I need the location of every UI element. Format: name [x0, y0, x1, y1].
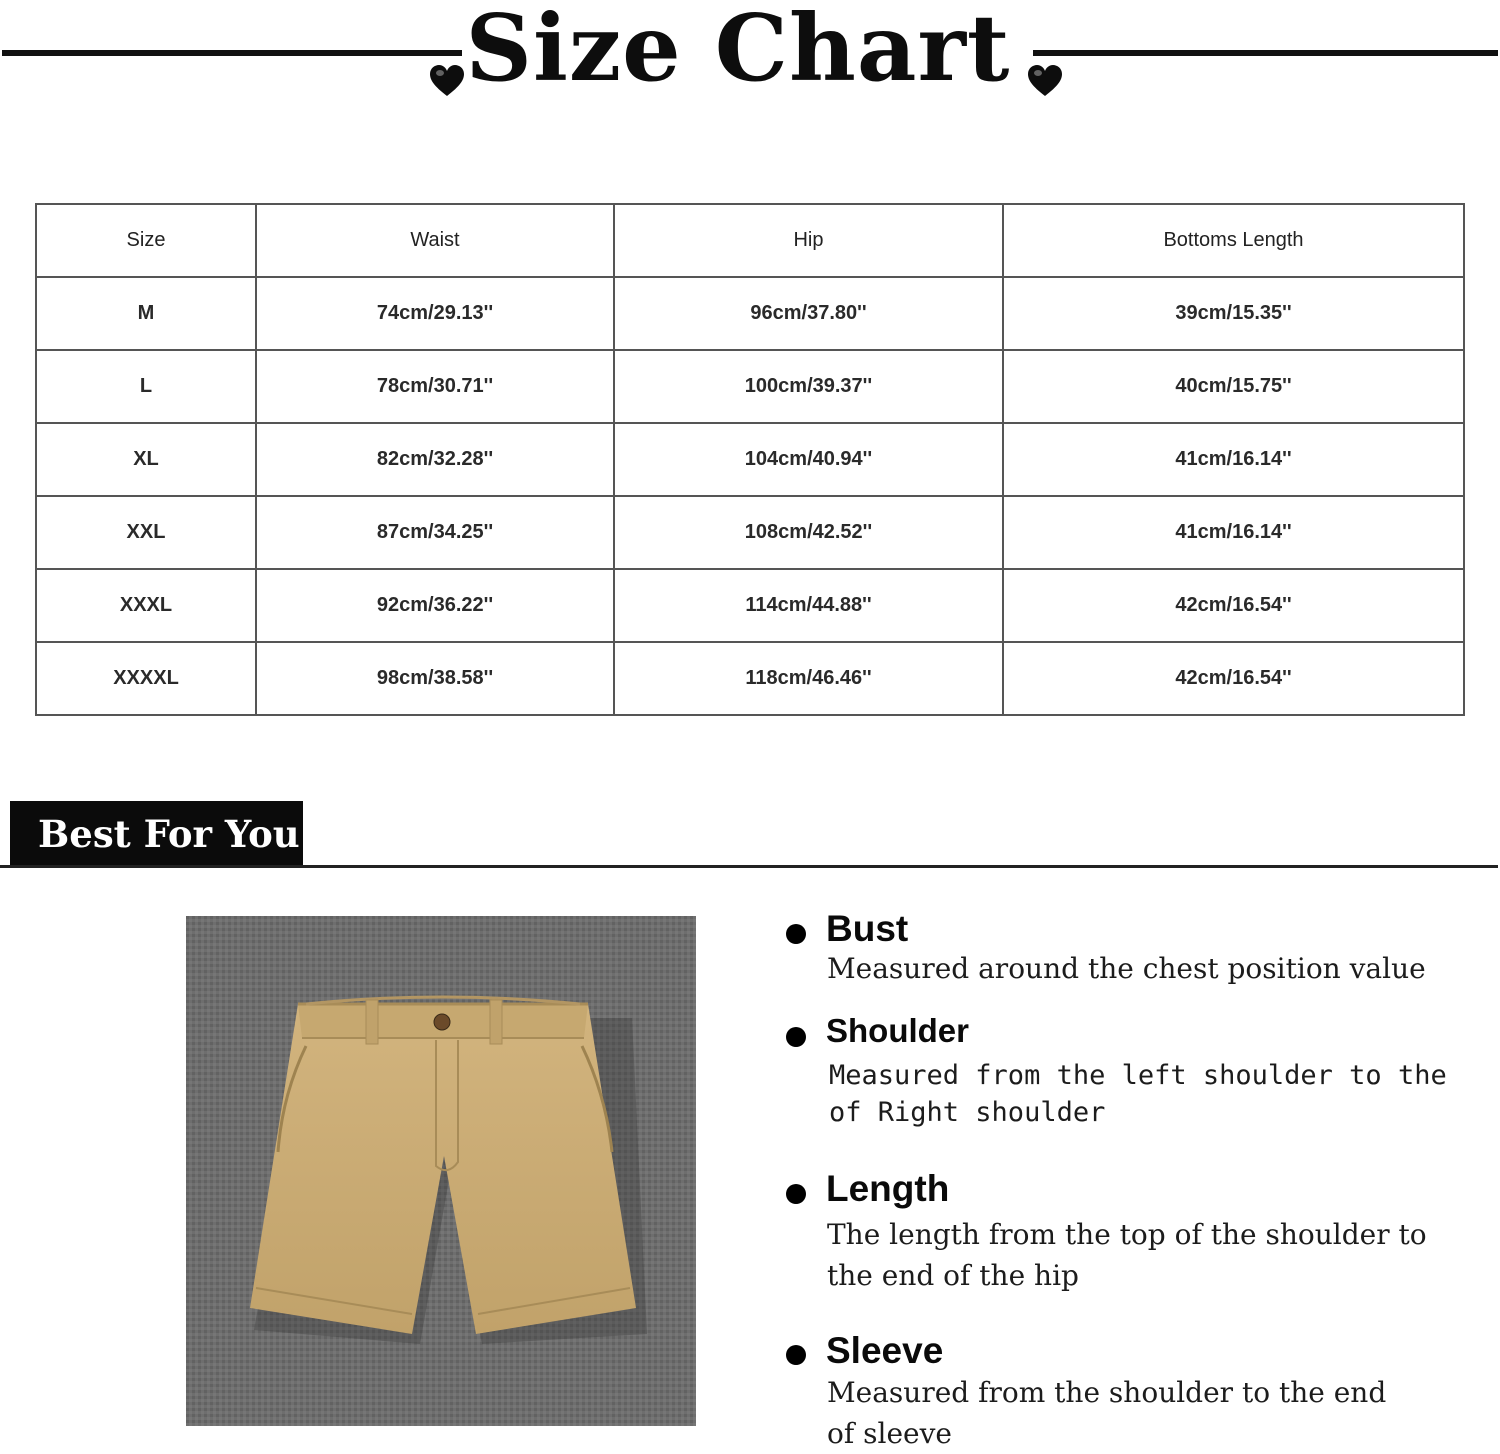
cell-length: 41cm/16.14'' [1003, 496, 1464, 569]
table-row [36, 350, 1464, 423]
bullet-icon [786, 1345, 806, 1365]
page-title: Size Chart [465, 0, 1011, 102]
cell-hip: 114cm/44.88'' [614, 569, 1003, 642]
cell-hip: 118cm/46.46'' [614, 642, 1003, 715]
note-description: of Right shoulder [829, 1097, 1106, 1128]
table-row [36, 569, 1464, 642]
col-header-waist: Waist [256, 204, 614, 277]
bullet-icon [786, 1184, 806, 1204]
cell-length: 42cm/16.54'' [1003, 642, 1464, 715]
cell-waist: 74cm/29.13'' [256, 277, 614, 350]
cell-size: M [36, 277, 256, 350]
note-title: Bust [826, 908, 909, 949]
bullet-icon [786, 924, 806, 944]
table-row [36, 277, 1464, 350]
note-description: The length from the top of the shoulder to [827, 1218, 1427, 1251]
note-title: Length [826, 1168, 950, 1209]
note-description: Measured from the shoulder to the end [827, 1376, 1387, 1409]
cell-size: XL [36, 423, 256, 496]
cell-size: XXXL [36, 569, 256, 642]
cell-waist: 92cm/36.22'' [256, 569, 614, 642]
cell-waist: 98cm/38.58'' [256, 642, 614, 715]
note-title: Shoulder [826, 1012, 970, 1049]
cell-hip: 100cm/39.37'' [614, 350, 1003, 423]
table-row [36, 423, 1464, 496]
cell-size: XXL [36, 496, 256, 569]
table-row [36, 496, 1464, 569]
product-photo [186, 916, 696, 1426]
col-header-hip: Hip [614, 204, 1003, 277]
cell-size: L [36, 350, 256, 423]
note-title: Sleeve [826, 1330, 944, 1371]
note-description: of sleeve [827, 1417, 952, 1450]
best-for-you-banner: Best For You [10, 801, 303, 865]
cell-hip: 108cm/42.52'' [614, 496, 1003, 569]
cell-length: 42cm/16.54'' [1003, 569, 1464, 642]
note-description: Measured from the left shoulder to the [829, 1060, 1447, 1091]
banner-rule [0, 865, 1498, 868]
cell-waist: 87cm/34.25'' [256, 496, 614, 569]
note-description: the end of the hip [827, 1259, 1079, 1292]
cell-length: 39cm/15.35'' [1003, 277, 1464, 350]
bullet-icon [786, 1027, 806, 1047]
cell-length: 40cm/15.75'' [1003, 350, 1464, 423]
col-header-bottoms-length: Bottoms Length [1003, 204, 1464, 277]
col-header-size: Size [36, 204, 256, 277]
cell-waist: 78cm/30.71'' [256, 350, 614, 423]
cell-hip: 96cm/37.80'' [614, 277, 1003, 350]
cell-hip: 104cm/40.94'' [614, 423, 1003, 496]
table-header-row [36, 204, 1464, 277]
size-table [35, 203, 1465, 716]
cell-size: XXXXL [36, 642, 256, 715]
cell-waist: 82cm/32.28'' [256, 423, 614, 496]
table-row [36, 642, 1464, 715]
cell-length: 41cm/16.14'' [1003, 423, 1464, 496]
note-description: Measured around the chest position value [827, 952, 1426, 985]
